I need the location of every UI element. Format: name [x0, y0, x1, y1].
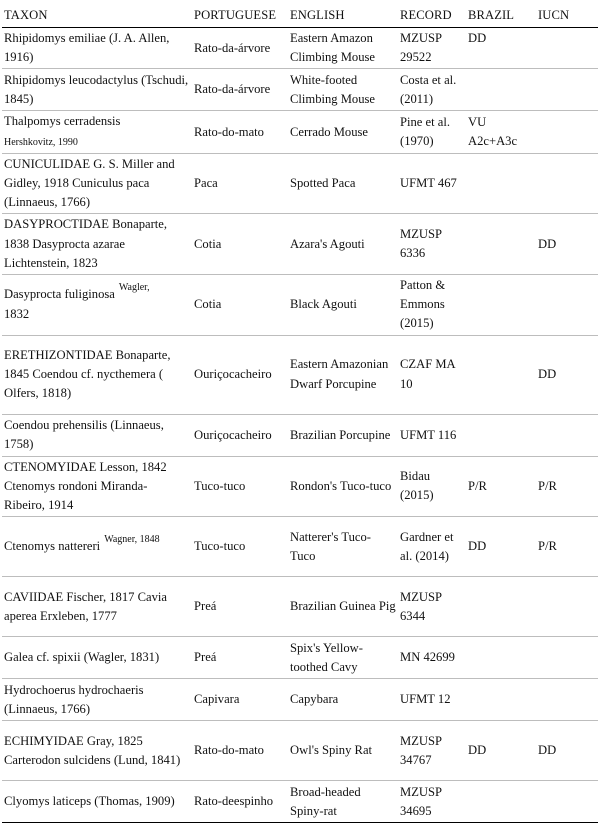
brazil-cell — [466, 214, 536, 275]
iucn-cell — [536, 679, 598, 721]
table-row — [2, 577, 598, 637]
taxon-cell: ECHIMYIDAE Gray, 1825 Carterodon sulcidens (Lund, 1841) — [2, 721, 192, 781]
english-cell: Spix's Yellow-toothed Cavy — [288, 637, 398, 679]
portuguese-cell: Tuco-tuco — [192, 517, 288, 577]
iucn-cell — [536, 414, 598, 456]
taxon-cell — [2, 275, 192, 336]
portuguese-cell: Preá — [192, 637, 288, 679]
taxon-cell: Rhipidomys leucodactylus (Tschudi, 1845) — [2, 69, 192, 111]
iucn-cell — [536, 637, 598, 679]
brazil-cell — [466, 781, 536, 823]
iucn-cell — [536, 111, 598, 153]
header-brazil: BRAZIL — [466, 4, 536, 28]
english-cell: Eastern Amazonian Dwarf Porcupine — [288, 335, 398, 414]
table-row — [2, 781, 598, 823]
record-cell: UFMT 467 — [398, 153, 466, 214]
record-cell: MN 42699 — [398, 637, 466, 679]
taxon-cell — [2, 111, 192, 153]
english-cell: Owl's Spiny Rat — [288, 721, 398, 781]
record-cell: Pine et al. (1970) — [398, 111, 466, 153]
record-cell: MZUSP 34695 — [398, 781, 466, 823]
brazil-cell: DD — [466, 28, 536, 69]
english-cell: Brazilian Guinea Pig — [288, 577, 398, 637]
table-row — [2, 637, 598, 679]
record-cell: MZUSP 6344 — [398, 577, 466, 637]
brazil-cell — [466, 69, 536, 111]
taxon-cell — [2, 517, 192, 577]
table-row — [2, 69, 598, 111]
portuguese-cell: Cotia — [192, 275, 288, 336]
portuguese-cell: Rato-da-árvore — [192, 28, 288, 69]
taxon-author: Wagler, — [118, 282, 150, 294]
portuguese-cell: Rato-do-mato — [192, 111, 288, 153]
table-row — [2, 456, 598, 517]
record-cell: Bidau (2015) — [398, 456, 466, 517]
taxon-cell: ERETHIZONTIDAE Bonaparte, 1845 Coendou cf. nycthemera ( Olfers, 1818) — [2, 335, 192, 414]
taxon-year: 1832 — [4, 307, 30, 322]
iucn-cell: DD — [536, 214, 598, 275]
english-cell: Natterer's Tuco-Tuco — [288, 517, 398, 577]
taxon-author: Wagner, 1848 — [104, 533, 160, 545]
record-cell: UFMT 12 — [398, 679, 466, 721]
taxon-name: Thalpomys cerradensis — [4, 114, 121, 129]
table-row — [2, 335, 598, 414]
brazil-cell: VU A2c+A3c — [466, 111, 536, 153]
brazil-cell — [466, 637, 536, 679]
english-cell: Eastern Amazon Climbing Mouse — [288, 28, 398, 69]
english-cell: Broad-headed Spiny-rat — [288, 781, 398, 823]
header-iucn: IUCN — [536, 4, 598, 28]
english-cell: Spotted Paca — [288, 153, 398, 214]
taxon-cell: DASYPROCTIDAE Bonaparte, 1838 Dasyprocta azarae Lichtenstein, 1823 — [2, 214, 192, 275]
iucn-cell: P/R — [536, 517, 598, 577]
record-cell: Costa et al. (2011) — [398, 69, 466, 111]
taxon-cell: CAVIIDAE Fischer, 1817 Cavia aperea Erxleben, 1777 — [2, 577, 192, 637]
taxon-cell: Galea cf. spixii (Wagler, 1831) — [2, 637, 192, 679]
brazil-cell — [466, 335, 536, 414]
english-cell: Azara's Agouti — [288, 214, 398, 275]
table-row — [2, 28, 598, 69]
portuguese-cell: Ouriçocacheiro — [192, 335, 288, 414]
english-cell: White-footed Climbing Mouse — [288, 69, 398, 111]
brazil-cell — [466, 275, 536, 336]
header-english: ENGLISH — [288, 4, 398, 28]
taxon-cell: Rhipidomys emiliae (J. A. Allen, 1916) — [2, 28, 192, 69]
table-row — [2, 275, 598, 336]
taxon-cell: CUNICULIDAE G. S. Miller and Gidley, 1918 Cuniculus paca (Linnaeus, 1766) — [2, 153, 192, 214]
table-row — [2, 414, 598, 456]
table-row — [2, 111, 598, 153]
record-cell: Patton & Emmons (2015) — [398, 275, 466, 336]
taxon-name: Dasyprocta fuliginosa — [4, 287, 115, 302]
portuguese-cell: Cotia — [192, 214, 288, 275]
taxon-name: Ctenomys nattereri — [4, 538, 101, 553]
species-table — [2, 4, 598, 823]
brazil-cell: DD — [466, 721, 536, 781]
taxon-cell: Hydrochoerus hydrochaeris (Linnaeus, 1766) — [2, 679, 192, 721]
brazil-cell — [466, 414, 536, 456]
portuguese-cell: Preá — [192, 577, 288, 637]
iucn-cell — [536, 275, 598, 336]
taxon-cell: CTENOMYIDAE Lesson, 1842 Ctenomys rondoni Miranda- Ribeiro, 1914 — [2, 456, 192, 517]
header-taxon: TAXON — [2, 4, 192, 28]
english-cell: Rondon's Tuco-tuco — [288, 456, 398, 517]
record-cell: MZUSP 29522 — [398, 28, 466, 69]
brazil-cell: P/R — [466, 456, 536, 517]
portuguese-cell: Rato-do-mato — [192, 721, 288, 781]
header-row — [2, 4, 598, 28]
iucn-cell — [536, 28, 598, 69]
table-row — [2, 214, 598, 275]
english-cell: Cerrado Mouse — [288, 111, 398, 153]
table-row — [2, 153, 598, 214]
header-record: RECORD — [398, 4, 466, 28]
iucn-cell: P/R — [536, 456, 598, 517]
portuguese-cell: Rato-da-árvore — [192, 69, 288, 111]
portuguese-cell: Ouriçocacheiro — [192, 414, 288, 456]
header-portuguese: PORTUGUESE — [192, 4, 288, 28]
record-cell: MZUSP 6336 — [398, 214, 466, 275]
portuguese-cell: Rato-deespinho — [192, 781, 288, 823]
portuguese-cell: Paca — [192, 153, 288, 214]
iucn-cell — [536, 577, 598, 637]
table-row — [2, 679, 598, 721]
brazil-cell — [466, 679, 536, 721]
taxon-cell: Clyomys laticeps (Thomas, 1909) — [2, 781, 192, 823]
record-cell: Gardner et al. (2014) — [398, 517, 466, 577]
iucn-cell: DD — [536, 721, 598, 781]
taxon-author: Hershkovitz, 1990 — [4, 136, 78, 148]
iucn-cell — [536, 781, 598, 823]
iucn-cell — [536, 153, 598, 214]
brazil-cell — [466, 577, 536, 637]
brazil-cell — [466, 153, 536, 214]
record-cell: MZUSP 34767 — [398, 721, 466, 781]
table-row — [2, 721, 598, 781]
taxon-cell: Coendou prehensilis (Linnaeus, 1758) — [2, 414, 192, 456]
record-cell: CZAF MA 10 — [398, 335, 466, 414]
brazil-cell: DD — [466, 517, 536, 577]
english-cell: Black Agouti — [288, 275, 398, 336]
portuguese-cell: Capivara — [192, 679, 288, 721]
iucn-cell: DD — [536, 335, 598, 414]
portuguese-cell: Tuco-tuco — [192, 456, 288, 517]
english-cell: Capybara — [288, 679, 398, 721]
record-cell: UFMT 116 — [398, 414, 466, 456]
iucn-cell — [536, 69, 598, 111]
english-cell: Brazilian Porcupine — [288, 414, 398, 456]
table-row — [2, 517, 598, 577]
